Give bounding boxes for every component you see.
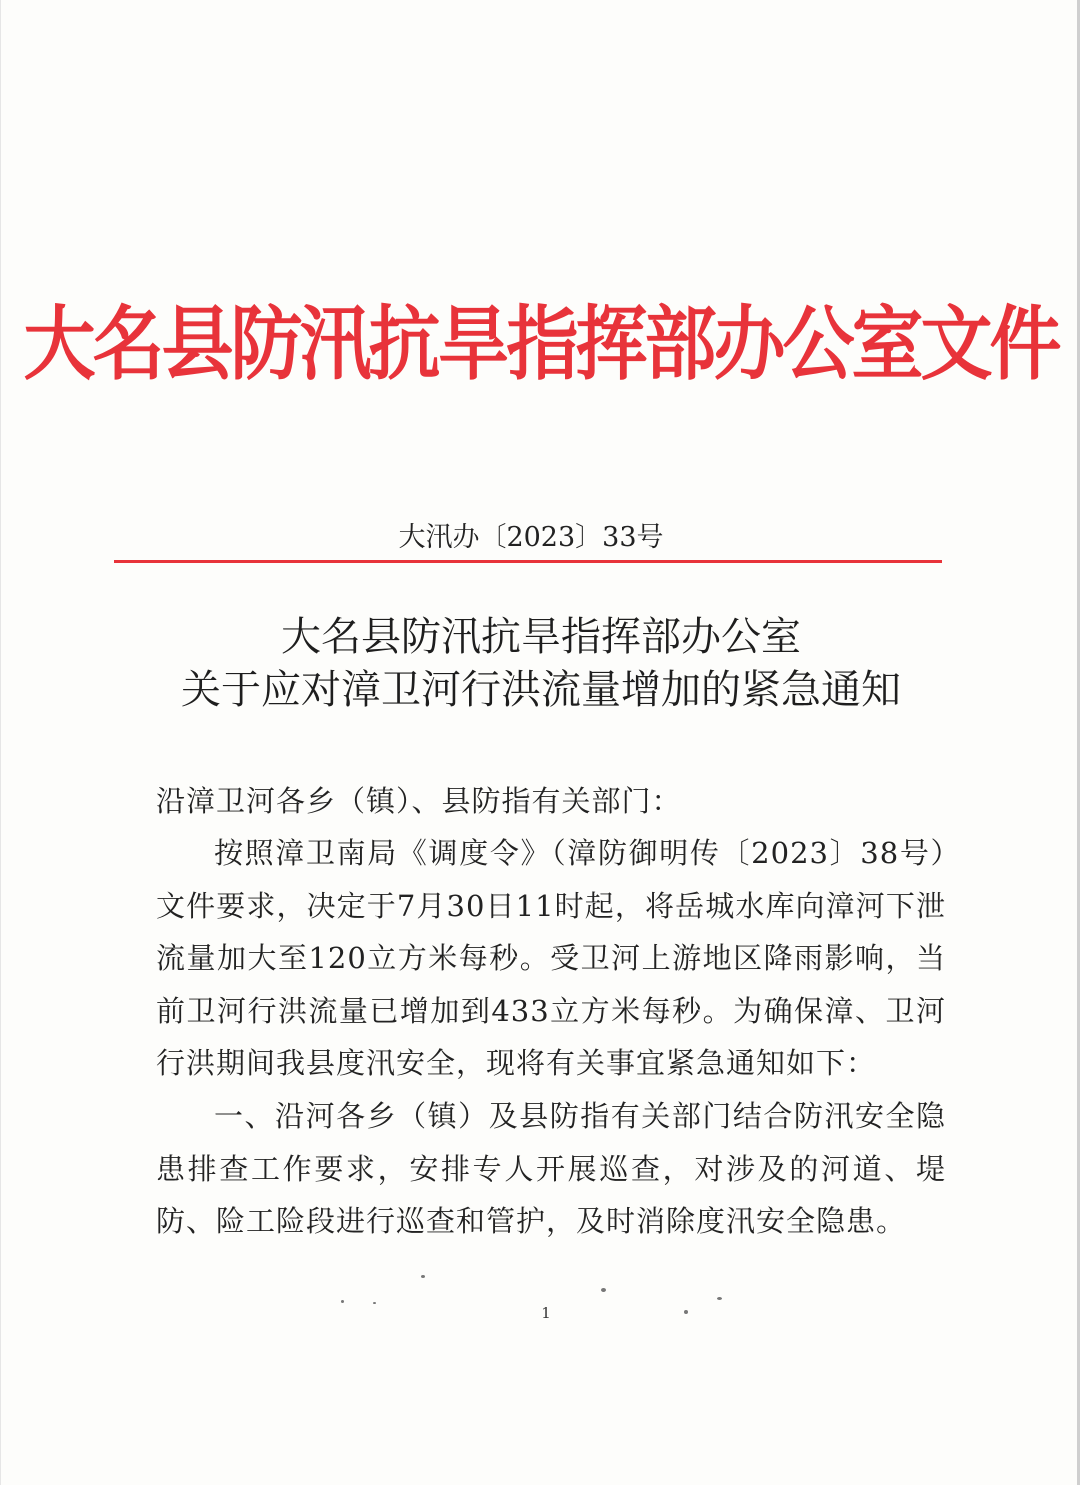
- document-number: 大汛办〔2023〕33号: [398, 522, 664, 553]
- body-paragraph-1: 按照漳卫南局《调度令》（漳防御明传〔2023〕38号）文件要求，决定于7月30日11时起，将岳城水库向漳河下泄流量加大至120立方米每秒。受卫河上游地区降雨影响，当前卫河行洪流量已增加到433立方米每秒。为确保漳、卫河行洪期间我县度汛安全，现将有关事宜紧急通知如下：: [156, 836, 946, 1080]
- scan-speck: [421, 1275, 425, 1278]
- body-paragraph-2: 一、沿河各乡（镇）及县防指有关部门结合防汛安全隐患排查工作要求，安排专人开展巡查，对涉及的河道、堤防、险工险段进行巡查和管护，及时消除度汛安全隐患。: [156, 1099, 946, 1238]
- header-divider: [114, 560, 942, 563]
- scan-speck: [373, 1302, 376, 1304]
- page-number: 1: [541, 1304, 551, 1322]
- scan-speck: [684, 1310, 688, 1314]
- document-header-title: 大名县防汛抗旱指挥部办公室文件: [23, 295, 1059, 392]
- notice-title-line-1: 大名县防汛抗旱指挥部办公室: [281, 614, 801, 660]
- scan-speck: [341, 1300, 344, 1303]
- addressee: 沿漳卫河各乡（镇）、县防指有关部门：: [156, 784, 682, 818]
- notice-title-line-2: 关于应对漳卫河行洪流量增加的紧急通知: [181, 667, 901, 713]
- scan-speck: [717, 1297, 722, 1300]
- scan-speck: [601, 1288, 606, 1292]
